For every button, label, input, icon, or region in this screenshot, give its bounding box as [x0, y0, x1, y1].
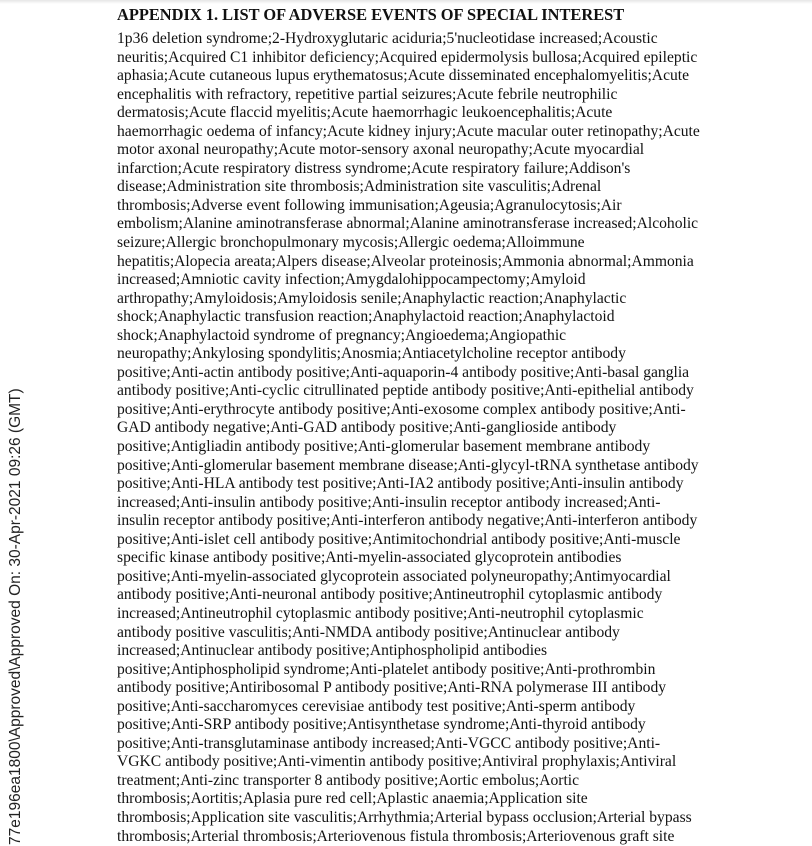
text-line: positive;Anti-glomerular basement membrane disease;Anti-glycyl-tRNA synthetase antibody [117, 456, 699, 474]
text-line: antibody positive;Anti-neuronal antibody positive;Antineutrophil cytoplasmic antibody [117, 586, 663, 604]
text-line: positive;Anti-myelin-associated glycoprotein associated polyneuropathy;Antimyocardial [117, 567, 671, 585]
text-line: neuropathy;Ankylosing spondylitis;Anosmia;Antiacetylcholine receptor antibody [117, 345, 626, 363]
text-line: dermatosis;Acute flaccid myelitis;Acute haemorrhagic leukoencephalitis;Acute [117, 104, 613, 122]
text-line: positive;Anti-transglutaminase antibody increased;Anti-VGCC antibody positive;Anti- [117, 734, 661, 752]
text-line: thrombosis;Application site vasculitis;Arrhythmia;Arterial bypass occlusion;Arterial bypass [117, 808, 692, 826]
text-line: specific kinase antibody positive;Anti-myelin-associated glycoprotein antibodies [117, 549, 622, 567]
text-line: motor axonal neuropathy;Acute motor-sensory axonal neuropathy;Acute myocardial [117, 141, 645, 159]
text-line: GAD antibody negative;Anti-GAD antibody positive;Anti-ganglioside antibody [117, 419, 617, 437]
text-line: positive;Antiphospholipid syndrome;Anti-platelet antibody positive;Anti-prothrombin [117, 660, 656, 678]
text-line: antibody positive;Anti-cyclic citrullinated peptide antibody positive;Anti-epithelial antibody [117, 382, 694, 400]
text-line: aphasia;Acute cutaneous lupus erythematosus;Acute disseminated encephalomyelitis;Acute [117, 67, 690, 85]
text-line: shock;Anaphylactoid syndrome of pregnancy;Angioedema;Angiopathic [117, 326, 567, 344]
text-line: treatment;Anti-zinc transporter 8 antibody positive;Aortic embolus;Aortic [117, 771, 580, 789]
text-line: seizure;Allergic bronchopulmonary mycosis;Allergic oedema;Alloimmune [117, 234, 585, 252]
appendix-title: APPENDIX 1. LIST OF ADVERSE EVENTS OF SPECIAL INTEREST [117, 5, 625, 24]
text-line: antibody positive;Antiribosomal P antibody positive;Anti-RNA polymerase III antibody [117, 679, 667, 697]
text-line: antibody positive vasculitis;Anti-NMDA antibody positive;Antinuclear antibody [117, 623, 620, 641]
text-line: positive;Anti-actin antibody positive;Anti-aquaporin-4 antibody positive;Anti-basal ganglia [117, 363, 690, 381]
text-line: thrombosis;Adverse event following immunisation;Ageusia;Agranulocytosis;Air [117, 196, 622, 214]
text-line: positive;Anti-islet cell antibody positive;Antimitochondrial antibody positive;Anti-muscle [117, 530, 681, 548]
text-line: shock;Anaphylactic transfusion reaction;Anaphylactoid reaction;Anaphylactoid [117, 308, 615, 326]
text-line: increased;Amniotic cavity infection;Amygdalohippocampectomy;Amyloid [117, 271, 586, 289]
text-line: thrombosis;Aortitis;Aplasia pure red cell;Aplastic anaemia;Application site [117, 790, 588, 808]
text-line: positive;Anti-erythrocyte antibody positive;Anti-exosome complex antibody positive;Anti- [117, 400, 686, 418]
text-line: positive;Anti-SRP antibody positive;Antisynthetase syndrome;Anti-thyroid antibody [117, 716, 646, 734]
text-line: increased;Antinuclear antibody positive;Antiphospholipid antibodies [117, 642, 548, 660]
text-line: arthropathy;Amyloidosis;Amyloidosis senile;Anaphylactic reaction;Anaphylactic [117, 289, 627, 307]
text-line: encephalitis with refractory, repetitive partial seizures;Acute febrile neutrophilic [117, 85, 618, 103]
text-line: increased;Antineutrophil cytoplasmic antibody positive;Anti-neutrophil cytoplasmic [117, 604, 644, 622]
text-line: insulin receptor antibody positive;Anti-interferon antibody negative;Anti-interferon antibody [117, 512, 698, 530]
text-line: embolism;Alanine aminotransferase abnormal;Alanine aminotransferase increased;Alcoholic [117, 215, 699, 233]
text-line: increased;Anti-insulin antibody positive;Anti-insulin receptor antibody increased;Anti- [117, 493, 661, 511]
adverse-events-list [117, 30, 721, 846]
text-line: disease;Administration site thrombosis;Administration site vasculitis;Adrenal [117, 178, 602, 196]
text-line: positive;Antigliadin antibody positive;Anti-glomerular basement membrane antibody [117, 438, 651, 456]
text-line: thrombosis;Arterial thrombosis;Arteriovenous fistula thrombosis;Arteriovenous graft site [117, 827, 675, 845]
text-line: infarction;Acute respiratory distress syndrome;Acute respiratory failure;Addison's [117, 159, 631, 177]
approval-watermark: 77e196ea1800\Approved\Approved On: 30-Apr-2021 09:26 (GMT) [7, 388, 24, 845]
text-line: neuritis;Acquired C1 inhibitor deficiency;Acquired epidermolysis bullosa;Acquired epileptic [117, 48, 698, 66]
text-line: positive;Anti-saccharomyces cerevisiae antibody test positive;Anti-sperm antibody [117, 697, 636, 715]
text-line: 1p36 deletion syndrome;2-Hydroxyglutaric aciduria;5'nucleotidase increased;Acoustic [117, 30, 658, 47]
text-line: haemorrhagic oedema of infancy;Acute kidney injury;Acute macular outer retinopathy;Acute [117, 122, 700, 140]
text-line: VGKC antibody positive;Anti-vimentin antibody positive;Antiviral prophylaxis;Antiviral [117, 753, 677, 771]
text-line: hepatitis;Alopecia areata;Alpers disease;Alveolar proteinosis;Ammonia abnormal;Ammonia [117, 252, 694, 270]
document-page [117, 4, 721, 846]
text-line: positive;Anti-HLA antibody test positive;Anti-IA2 antibody positive;Anti-insulin antibody [117, 475, 684, 493]
